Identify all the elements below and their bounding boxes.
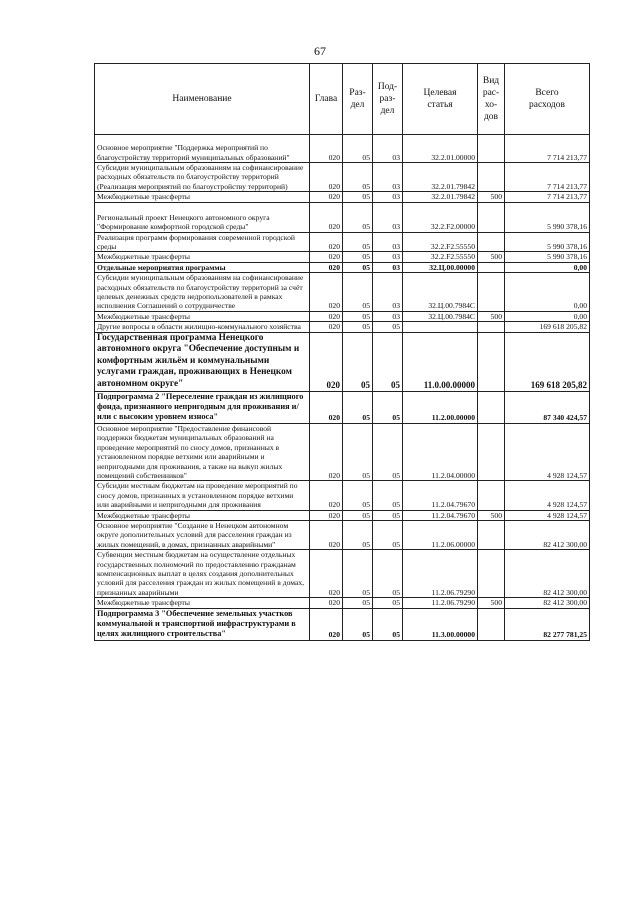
header-target: Целевая статья	[403, 64, 478, 135]
row-amount: 169 618 205,82	[505, 322, 590, 332]
row-target	[403, 322, 478, 332]
row-glava: 020	[310, 520, 343, 549]
row-podrazdel: 05	[373, 391, 403, 423]
row-podrazdel: 03	[373, 202, 403, 232]
row-name: Региональный проект Ненецкого автономного округа "Формирование комфортной городской среды"	[95, 202, 310, 232]
row-amount: 82 412 300,00	[505, 550, 590, 598]
row-razdel: 05	[343, 332, 373, 391]
row-razdel: 05	[343, 423, 373, 480]
row-podrazdel: 03	[373, 273, 403, 312]
table-header-row	[95, 64, 590, 135]
row-glava: 020	[310, 262, 343, 272]
row-razdel: 05	[343, 135, 373, 163]
row-vid: 500	[478, 311, 505, 321]
row-amount: 7 714 213,77	[505, 135, 590, 163]
row-glava: 020	[310, 273, 343, 312]
row-target: 32.2.F2.55550	[403, 252, 478, 262]
row-podrazdel: 05	[373, 520, 403, 549]
row-vid: 500	[478, 510, 505, 520]
row-target: 11.2.06.79290	[403, 550, 478, 598]
row-name: Субсидии муниципальным образованиям на софинансирование расходных обязательств по благоустройству территорий (Реализация мероприятий по благоустройству территорий)	[95, 163, 310, 192]
row-amount: 169 618 205,82	[505, 332, 590, 391]
row-target: 11.2.06.00000	[403, 520, 478, 549]
row-name: Межбюджетные трансферты	[95, 252, 310, 262]
table-row	[95, 520, 590, 549]
row-vid	[478, 332, 505, 391]
header-podrazdel: Под- раз- дел	[373, 64, 403, 135]
header-name: Наименование	[95, 64, 310, 135]
row-vid	[478, 322, 505, 332]
row-podrazdel: 03	[373, 252, 403, 262]
row-vid	[478, 202, 505, 232]
row-target: 11.2.04.79670	[403, 510, 478, 520]
row-amount: 87 340 424,57	[505, 391, 590, 423]
row-glava: 020	[310, 192, 343, 202]
row-name: Межбюджетные трансферты	[95, 510, 310, 520]
row-vid	[478, 232, 505, 252]
row-razdel: 05	[343, 481, 373, 510]
page-number: 67	[314, 44, 326, 58]
row-podrazdel: 05	[373, 550, 403, 598]
row-name: Отдельные мероприятия программы	[95, 262, 310, 272]
row-vid	[478, 520, 505, 549]
row-razdel: 05	[343, 192, 373, 202]
row-razdel: 05	[343, 262, 373, 272]
table-row	[95, 322, 590, 332]
row-amount: 4 928 124,57	[505, 423, 590, 480]
row-razdel: 05	[343, 311, 373, 321]
row-vid	[478, 273, 505, 312]
row-target: 32.Ц.00.7984С	[403, 273, 478, 312]
row-amount: 5 990 378,16	[505, 202, 590, 232]
row-razdel: 05	[343, 391, 373, 423]
header-vid: Вид рас- хо- дов	[478, 64, 505, 135]
row-amount: 82 412 300,00	[505, 520, 590, 549]
row-razdel: 05	[343, 510, 373, 520]
row-razdel: 05	[343, 273, 373, 312]
row-vid: 500	[478, 192, 505, 202]
row-podrazdel: 03	[373, 192, 403, 202]
header-total: Всего расходов	[505, 64, 590, 135]
row-glava: 020	[310, 311, 343, 321]
row-razdel: 05	[343, 232, 373, 252]
row-podrazdel: 05	[373, 332, 403, 391]
row-glava: 020	[310, 322, 343, 332]
row-glava: 020	[310, 202, 343, 232]
row-name: Субсидии местным бюджетам на проведение мероприятий по сносу домов, признанных в установленном порядке ветхими или аварийными и непригодными для проживания	[95, 481, 310, 510]
row-amount: 7 714 213,77	[505, 163, 590, 192]
row-glava: 020	[310, 608, 343, 640]
row-vid	[478, 262, 505, 272]
header-razdel: Раз- дел	[343, 64, 373, 135]
row-podrazdel: 05	[373, 423, 403, 480]
row-amount: 82 412 300,00	[505, 598, 590, 608]
table-row	[95, 252, 590, 262]
row-razdel: 05	[343, 252, 373, 262]
table-row	[95, 481, 590, 510]
row-name: Субвенции местным бюджетам на осуществление отдельных государственных полномочий по предоставлению гражданам компенсационных выплат в целях создания дополнительных условий для расселения граждан из жилых помещений в домах, признанных аварийными	[95, 550, 310, 598]
row-name: Подпрограмма 2 "Переселение граждан из жилищного фонда, признанного непригодным для проживания и/или с высоким уровнем износа"	[95, 391, 310, 423]
row-name: Межбюджетные трансферты	[95, 192, 310, 202]
row-podrazdel: 05	[373, 598, 403, 608]
row-name: Основное мероприятие "Предоставление финансовой поддержки бюджетам муниципальных образований на проведение мероприятий по сносу домов, признанных в установленном порядке ветхими или аварийными и непригодными для проживания, а также на выкуп жилых помещений собственников"	[95, 423, 310, 480]
row-amount: 7 714 213,77	[505, 192, 590, 202]
row-target: 32.Ц.00.7984С	[403, 311, 478, 321]
row-target: 11.2.04.00000	[403, 423, 478, 480]
row-vid	[478, 550, 505, 598]
row-vid	[478, 163, 505, 192]
row-podrazdel: 05	[373, 322, 403, 332]
row-razdel: 05	[343, 598, 373, 608]
row-glava: 020	[310, 135, 343, 163]
table-row	[95, 608, 590, 640]
table-row	[95, 550, 590, 598]
row-amount: 5 990 378,16	[505, 232, 590, 252]
row-amount: 4 928 124,57	[505, 510, 590, 520]
table-row	[95, 510, 590, 520]
row-target: 32.2.01.79842	[403, 163, 478, 192]
row-razdel: 05	[343, 202, 373, 232]
row-amount: 4 928 124,57	[505, 481, 590, 510]
row-target: 32.2.F2.00000	[403, 202, 478, 232]
row-razdel: 05	[343, 163, 373, 192]
row-name: Межбюджетные трансферты	[95, 598, 310, 608]
table-row	[95, 192, 590, 202]
table-row	[95, 262, 590, 272]
row-name: Субсидии муниципальным образованиям на софинансирование расходных обязательств по благоустройству территорий за счёт целевых денежных средств недропользователей в рамках исполнения Соглашений о сотрудничестве	[95, 273, 310, 312]
row-razdel: 05	[343, 520, 373, 549]
row-amount: 82 277 781,25	[505, 608, 590, 640]
row-target: 11.2.04.79670	[403, 481, 478, 510]
row-target: 11.0.00.00000	[403, 332, 478, 391]
row-vid: 500	[478, 598, 505, 608]
row-glava: 020	[310, 510, 343, 520]
row-target: 11.3.00.00000	[403, 608, 478, 640]
row-vid	[478, 423, 505, 480]
row-glava: 020	[310, 332, 343, 391]
row-target: 32.2.01.00000	[403, 135, 478, 163]
row-razdel: 05	[343, 608, 373, 640]
row-vid	[478, 481, 505, 510]
row-amount: 0,00	[505, 262, 590, 272]
row-podrazdel: 03	[373, 232, 403, 252]
row-glava: 020	[310, 481, 343, 510]
row-razdel: 05	[343, 550, 373, 598]
row-glava: 020	[310, 391, 343, 423]
row-glava: 020	[310, 232, 343, 252]
table-row	[95, 423, 590, 480]
row-glava: 020	[310, 163, 343, 192]
row-glava: 020	[310, 598, 343, 608]
row-podrazdel: 05	[373, 481, 403, 510]
header-glava: Глава	[310, 64, 343, 135]
table-row	[95, 332, 590, 391]
row-podrazdel: 05	[373, 510, 403, 520]
row-name: Основное мероприятие "Поддержка мероприятий по благоустройству территорий муниципальных образований"	[95, 135, 310, 163]
row-podrazdel: 05	[373, 608, 403, 640]
row-target: 11.2.06.79290	[403, 598, 478, 608]
table-row	[95, 202, 590, 232]
row-glava: 020	[310, 550, 343, 598]
row-podrazdel: 03	[373, 135, 403, 163]
row-name: Государственная программа Ненецкого автономного округа "Обеспечение доступным и комфортным жильём и коммунальными услугами граждан, проживающих в Ненецком автономном округе"	[95, 332, 310, 391]
table-row	[95, 232, 590, 252]
table-row	[95, 273, 590, 312]
row-podrazdel: 03	[373, 311, 403, 321]
row-name: Реализация программ формирования современной городской среды	[95, 232, 310, 252]
row-podrazdel: 03	[373, 163, 403, 192]
table-row	[95, 163, 590, 192]
row-target: 32.Ц.00.00000	[403, 262, 478, 272]
table-row	[95, 135, 590, 163]
budget-table	[94, 63, 590, 641]
row-name: Основное мероприятие "Создание в Ненецком автономном округе дополнительных условий для расселения граждан из жилых помещений, в домах, признанных аварийными"	[95, 520, 310, 549]
row-amount: 5 990 378,16	[505, 252, 590, 262]
row-target: 32.2.01.79842	[403, 192, 478, 202]
table-row	[95, 391, 590, 423]
row-podrazdel: 03	[373, 262, 403, 272]
row-glava: 020	[310, 252, 343, 262]
row-name: Межбюджетные трансферты	[95, 311, 310, 321]
row-vid	[478, 608, 505, 640]
row-vid	[478, 391, 505, 423]
row-name: Другие вопросы в области жилищно-коммунального хозяйства	[95, 322, 310, 332]
row-razdel: 05	[343, 322, 373, 332]
table-row	[95, 311, 590, 321]
row-target: 11.2.00.00000	[403, 391, 478, 423]
row-name: Подпрограмма 3 "Обеспечение земельных участков коммунальной и транспортной инфраструктурами в целях жилищного строительства"	[95, 608, 310, 640]
row-target: 32.2.F2.55550	[403, 232, 478, 252]
row-glava: 020	[310, 423, 343, 480]
row-amount: 0,00	[505, 273, 590, 312]
row-vid	[478, 135, 505, 163]
row-amount: 0,00	[505, 311, 590, 321]
table-row	[95, 598, 590, 608]
row-vid: 500	[478, 252, 505, 262]
